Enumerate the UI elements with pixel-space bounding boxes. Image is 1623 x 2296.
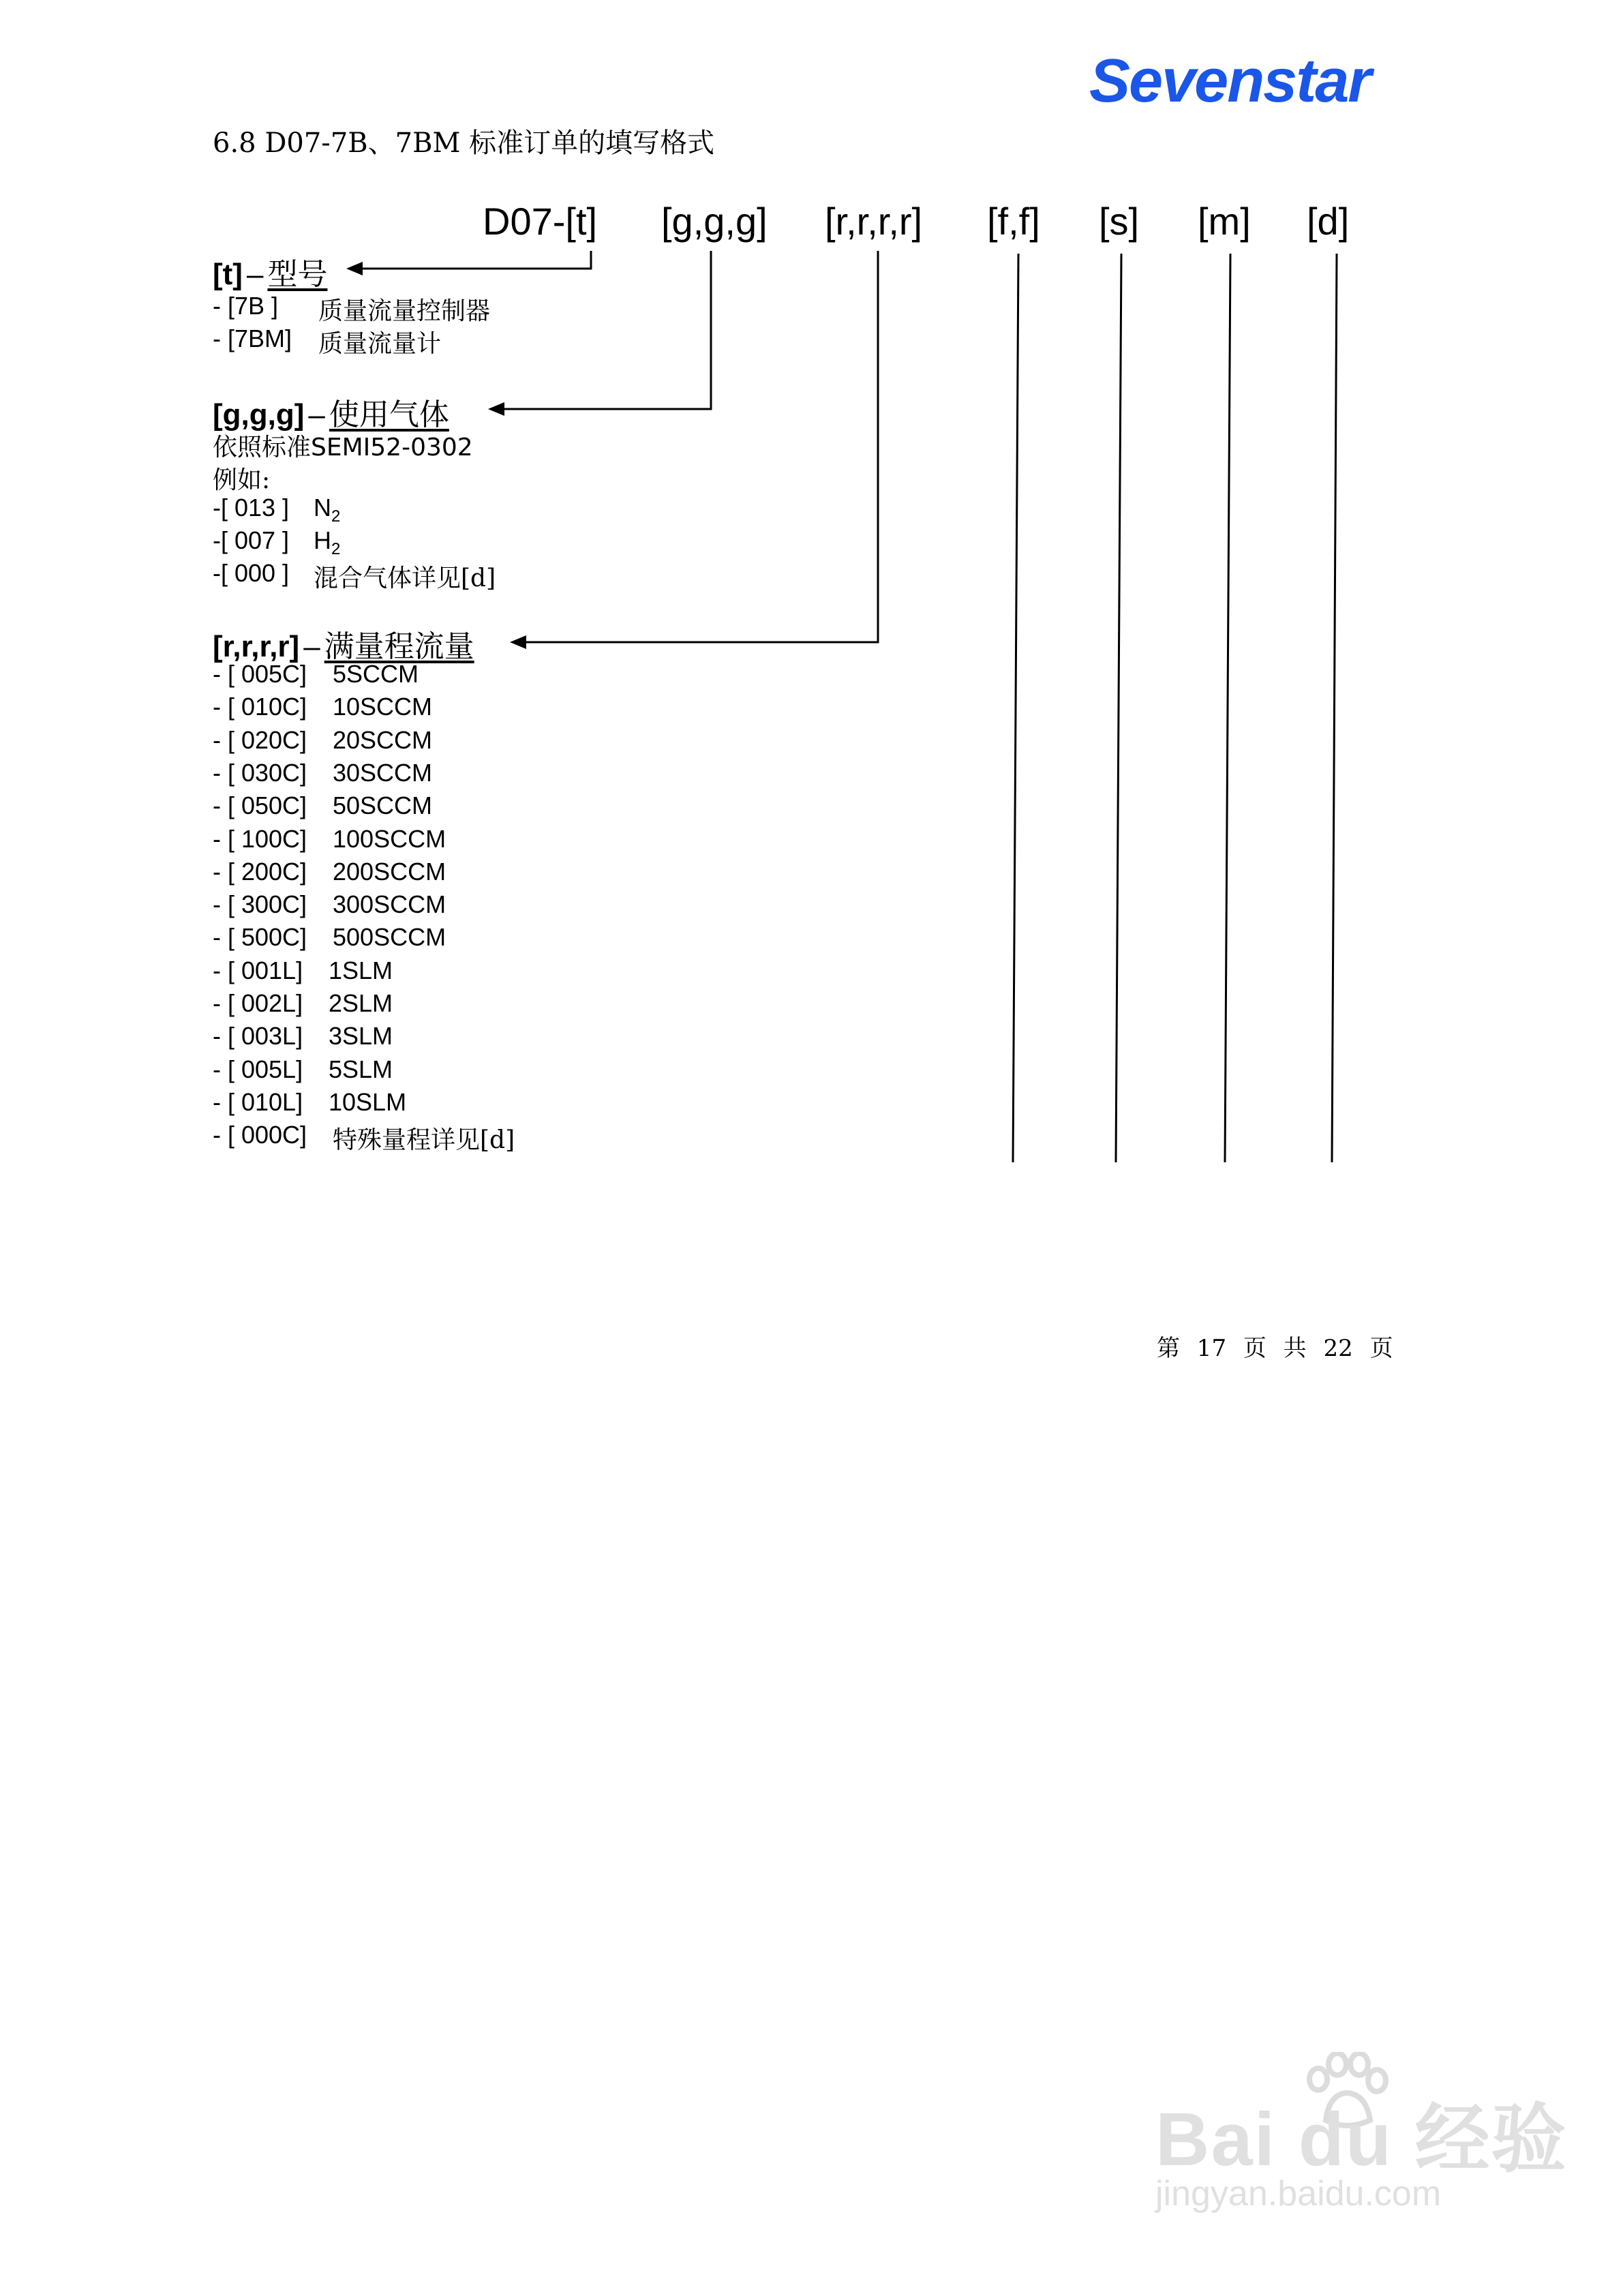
range-option [213,726,433,755]
gas-option-desc [314,494,340,526]
watermark-brand: Bai du 经验 [1155,2098,1568,2181]
code-part-gas: [g,g,g] [661,200,768,243]
code-part-fitting: [f,f] [987,200,1040,243]
gas-option [213,559,496,592]
range-option-desc: 2SLM [329,989,393,1017]
d-line [1332,254,1337,1162]
range-option-desc: 特殊量程详见[d] [333,1126,515,1154]
type-option-desc: 质量流量计 [318,330,442,358]
range-option-desc: 200SCCM [333,858,446,886]
range-option-code: - [ 010L] [213,1088,303,1116]
range-option-desc: 100SCCM [333,825,446,853]
type-option-desc: 质量流量控制器 [318,297,491,325]
range-option [213,759,433,787]
range-option-code: - [ 002L] [213,989,303,1017]
range-option-code: - [ 005C] [213,660,307,688]
range-option [213,1022,393,1051]
gas-formula-subscript: 2 [331,507,341,526]
gas-option-code: -[ 000 ] [213,559,290,587]
range-dash: – [303,630,320,663]
range-option-code: - [ 500C] [213,923,307,951]
range-option-code: - [ 100C] [213,825,307,853]
range-option [213,1088,407,1117]
code-part-range: [r,r,r,r] [825,200,923,243]
code-part-d: [d] [1307,200,1350,243]
range-option-code: - [ 003L] [213,1022,303,1050]
gas-title: 使用气体 [329,397,449,432]
range-option-desc: 300SCCM [333,890,446,918]
m-line [1225,254,1230,1162]
range-option-desc: 50SCCM [333,791,433,819]
range-title: 满量程流量 [324,629,474,664]
range-option [213,693,433,721]
range-option [213,858,446,886]
range-option-desc: 20SCCM [333,726,433,754]
range-option-code: - [ 005L] [213,1055,303,1083]
range-option-code: - [ 000C] [213,1121,307,1149]
type-option-code: - [7B ] [213,292,279,320]
gas-option-desc [314,526,340,559]
type-option-code: - [7BM] [213,324,292,352]
range-option [213,890,446,919]
gas-formula-subscript: 2 [331,540,341,559]
range-option [213,989,393,1018]
fitting-line [1013,254,1018,1162]
range-option-code: - [ 300C] [213,890,307,918]
range-option-code: - [ 200C] [213,858,307,886]
watermark-url: jingyan.baidu.com [1155,2174,1442,2214]
range-option [213,956,393,985]
type-section-title [213,250,327,293]
range-connector [524,251,878,642]
gas-formula: N [314,494,331,522]
page-number: 第 17 页 共 22 页 [1157,1335,1393,1362]
type-option-7bm [213,324,442,358]
range-option-desc: 5SCCM [333,660,419,688]
range-option-code: - [ 001L] [213,956,303,984]
range-code: [r,r,r,r] [213,630,300,663]
range-option-code: - [ 050C] [213,791,307,819]
range-option [213,1055,393,1084]
seal-line [1116,254,1121,1162]
range-option-desc: 5SLM [329,1055,393,1083]
code-part-seal: [s] [1099,200,1140,243]
type-code: [t] [213,258,243,291]
range-option-desc: 10SCCM [333,693,433,721]
gas-option [213,494,341,526]
type-option-7b [213,292,491,325]
range-arrow-head [510,635,526,649]
gas-option-code: -[ 007 ] [213,526,290,554]
range-option-code: - [ 020C] [213,726,307,754]
type-arrow-head [346,262,363,275]
gas-option-code: -[ 013 ] [213,494,290,522]
gas-example-label: 例如: [213,466,271,494]
type-connector [360,251,591,269]
range-option-desc: 500SCCM [333,923,446,951]
range-option-desc: 30SCCM [333,759,433,787]
range-option [213,1121,515,1154]
gas-connector [503,251,711,409]
gas-dash: – [308,398,325,432]
range-section-title [213,622,474,665]
range-option [213,923,446,952]
gas-arrow-head [488,402,504,416]
range-option-desc: 10SLM [329,1088,407,1116]
range-option [213,660,419,689]
range-option [213,825,446,854]
range-option-code: - [ 010C] [213,693,307,721]
sevenstar-logo: Sevenstar [1089,47,1371,115]
gas-formula: H [314,526,331,554]
range-option-code: - [ 030C] [213,759,307,787]
code-part-m: [m] [1198,200,1251,243]
range-option [213,791,433,820]
range-option-desc: 1SLM [329,956,393,984]
code-part-type: D07-[t] [483,200,598,243]
gas-code: [g,g,g] [213,398,305,432]
gas-standard-note: 依照标准SEMI52-0302 [213,434,473,462]
type-title: 型号 [267,257,328,292]
gas-option [213,526,341,559]
type-dash: – [246,258,264,291]
range-option-desc: 3SLM [329,1022,393,1050]
gas-section-title [213,390,449,434]
section-heading: 6.8 D07-7B、7BM 标准订单的填写格式 [213,127,715,159]
gas-option-desc: 混合气体详见[d] [314,564,496,592]
